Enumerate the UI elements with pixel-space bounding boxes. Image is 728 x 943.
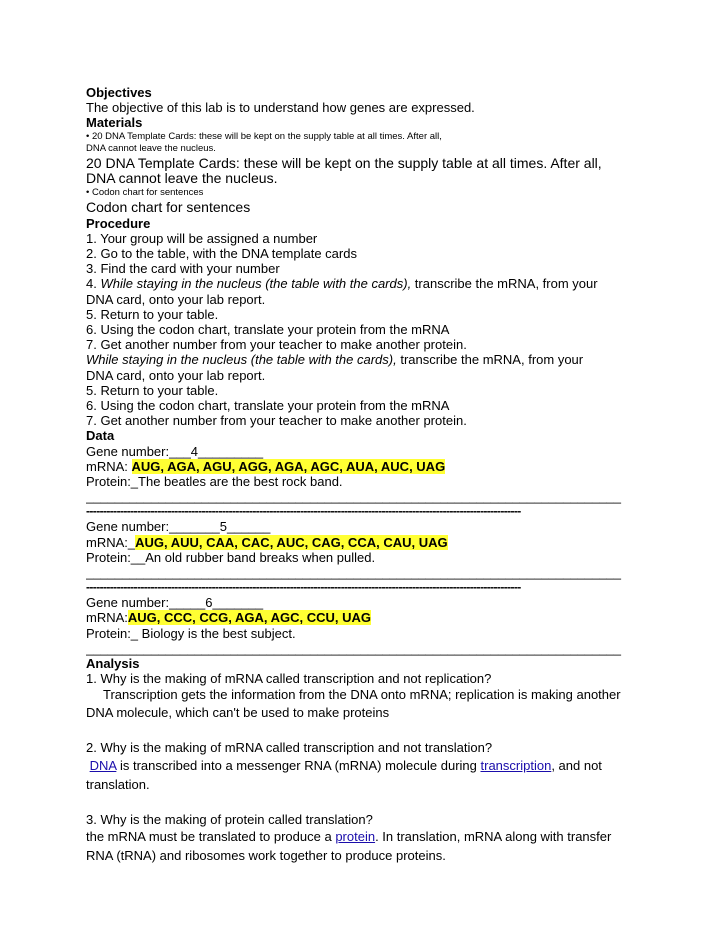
analysis-question-1: 1. Why is the making of mRNA called transcription and not replication?: [86, 671, 492, 687]
analysis-answer-2-end: , and not: [551, 757, 602, 773]
procedure-heading: Procedure: [86, 215, 151, 231]
procedure-repeat-italic: While staying in the nucleus (the table with the cards),: [86, 352, 397, 368]
dna-link[interactable]: DNA: [89, 757, 117, 773]
materials-small-item-1-line-2: DNA cannot leave the nucleus.: [86, 143, 216, 155]
spacer: [86, 722, 646, 740]
materials-item-2: Codon chart for sentences: [86, 198, 251, 215]
mrna-line-2: [86, 535, 646, 550]
analysis-answer-2-middle: is transcribed into a messenger RNA (mRNA) molecule during: [116, 757, 481, 773]
materials-heading: Materials: [86, 115, 143, 131]
procedure-repeat-line: [86, 352, 646, 367]
procedure-step-4-line-2: DNA card, onto your lab report.: [86, 291, 266, 307]
protein-3: Protein:_ Biology is the best subject.: [86, 625, 296, 641]
mrna-codons-3: AUG, CCC, CCG, AGA, AGC, CCU, UAG: [127, 610, 372, 626]
procedure-step-3: 3. Find the card with your number: [86, 261, 280, 277]
mrna-label-1: mRNA:: [86, 458, 132, 474]
mrna-label-2: mRNA:_: [86, 534, 136, 550]
spacer: [86, 794, 646, 812]
underline-rule-3: __________________________________________________________________________: [86, 640, 622, 656]
procedure-repeat-step-7: 7. Get another number from your teacher to make another protein.: [86, 413, 467, 429]
gene-number-2: Gene number:_______5______: [86, 519, 271, 535]
mrna-line-3: [86, 610, 646, 625]
procedure-step-7: 7. Get another number from your teacher to make another protein.: [86, 337, 467, 353]
analysis-answer-3-line-1: [86, 827, 646, 846]
analysis-answer-1-line-1: Transcription gets the information from the DNA onto mRNA; replication is making another: [103, 687, 621, 703]
underline-rule-1: __________________________________________________________________________: [86, 489, 622, 505]
dash-rule-1: --------------------------------------------------------------------------------------------------------------------------------: [86, 504, 521, 519]
analysis-question-3: 3. Why is the making of protein called translation?: [86, 811, 373, 827]
procedure-repeat-rest: transcribe the mRNA, from your: [396, 352, 584, 368]
procedure-repeat-line-2: DNA card, onto your lab report.: [86, 367, 266, 383]
analysis-answer-3-start: the mRNA must be translated to produce a: [86, 828, 336, 844]
procedure-step-4-italic: While staying in the nucleus (the table with the cards),: [100, 276, 412, 292]
mrna-label-3: mRNA:: [86, 610, 128, 626]
procedure-step-4-number: 4.: [86, 276, 101, 292]
materials-item-1-line-1: 20 DNA Template Cards: these will be kept on the supply table at all times. After all,: [86, 154, 602, 171]
objectives-text: The objective of this lab is to understand how genes are expressed.: [86, 100, 475, 116]
protein-1: Protein:_The beatles are the best rock band.: [86, 473, 343, 489]
analysis-answer-3-end: . In translation, mRNA along with transfer: [375, 828, 612, 844]
procedure-repeat-step-5: 5. Return to your table.: [86, 382, 219, 398]
analysis-answer-1-line-2: DNA molecule, which can't be used to make proteins: [86, 705, 390, 721]
procedure-step-2: 2. Go to the table, with the DNA template cards: [86, 245, 357, 261]
materials-small-item-2: • Codon chart for sentences: [86, 187, 204, 199]
analysis-answer-2-line-1: [86, 756, 646, 775]
dash-rule-2: --------------------------------------------------------------------------------------------------------------------------------: [86, 580, 521, 595]
lab-report-content: [86, 85, 646, 865]
analysis-answer-3-line-2: RNA (tRNA) and ribosomes work together to produce proteins.: [86, 847, 446, 863]
mrna-codons-2: AUG, AUU, CAA, CAC, AUC, CAG, CCA, CAU, UAG: [135, 534, 448, 550]
procedure-repeat-step-6: 6. Using the codon chart, translate your protein from the mRNA: [86, 397, 450, 413]
transcription-link[interactable]: transcription: [480, 757, 552, 773]
analysis-answer-2-line-2: translation.: [86, 776, 150, 792]
protein-link[interactable]: protein: [335, 828, 376, 844]
analysis-heading: Analysis: [86, 655, 140, 671]
procedure-step-6: 6. Using the codon chart, translate your protein from the mRNA: [86, 321, 450, 337]
analysis-question-2: 2. Why is the making of mRNA called transcription and not translation?: [86, 740, 493, 756]
materials-item-1-line-2: DNA cannot leave the nucleus.: [86, 170, 278, 187]
mrna-line-1: [86, 459, 646, 474]
objectives-heading: Objectives: [86, 85, 152, 100]
gene-number-3: Gene number:_____6_______: [86, 595, 264, 611]
procedure-step-4-rest: transcribe the mRNA, from your: [411, 276, 598, 292]
materials-small-item-1-line-1: • 20 DNA Template Cards: these will be kept on the supply table at all times. After all,: [86, 130, 442, 142]
procedure-step-4: [86, 276, 646, 291]
procedure-step-5: 5. Return to your table.: [86, 306, 219, 322]
mrna-codons-1: AUG, AGA, AGU, AGG, AGA, AGC, AUA, AUC, UAG: [131, 458, 446, 474]
gene-number-1: Gene number:___4_________: [86, 443, 264, 459]
procedure-step-1: 1. Your group will be assigned a number: [86, 230, 318, 246]
data-heading: Data: [86, 428, 115, 444]
underline-rule-2: __________________________________________________________________________: [86, 564, 622, 580]
protein-2: Protein:__An old rubber band breaks when pulled.: [86, 549, 376, 565]
